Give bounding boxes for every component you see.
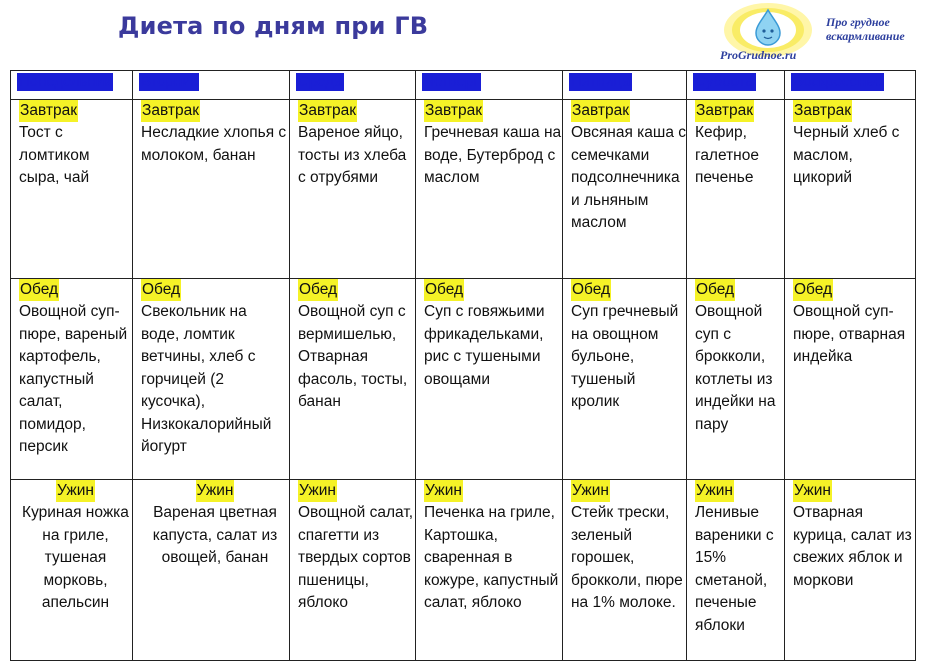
meal-cell: [416, 278, 563, 479]
meal-cell: [563, 278, 687, 479]
meal-text: Печенка на гриле, Картошка, сваренная в кожуре, капустный салат, яблоко: [424, 504, 559, 611]
meal-cell: [563, 479, 687, 660]
meal-label: Ужин: [695, 480, 734, 503]
meal-cell: [11, 99, 133, 278]
meal-label: Обед: [424, 279, 464, 302]
diet-table: [10, 70, 916, 661]
meal-label: Ужин: [56, 480, 95, 503]
meal-label: Завтрак: [141, 100, 200, 123]
meal-text: Овощной суп с брокколи, котлеты из индейки на пару: [695, 303, 776, 433]
day-header: Понедельник: [11, 71, 133, 100]
meal-text: Суп с говяжьими фрикадельками, рис с тушеными овощами: [424, 303, 545, 388]
meal-label: Обед: [141, 279, 181, 302]
day-header: Среда: [290, 71, 416, 100]
meal-text: Овсяная каша с семечками подсолнечника и льняным маслом: [571, 124, 686, 231]
meal-text: Стейк трески, зеленый горошек, брокколи, пюре на 1% молоке.: [571, 504, 683, 611]
meal-cell: [133, 278, 290, 479]
logo-tagline: Про грудное вскармливание: [826, 15, 905, 43]
meal-label: Обед: [571, 279, 611, 302]
meal-cell: [290, 99, 416, 278]
meal-text: Гречневая каша на воде, Бутерброд с маслом: [424, 124, 562, 186]
meal-cell: [785, 479, 916, 660]
meal-label: Обед: [695, 279, 735, 302]
meal-cell: [11, 278, 133, 479]
meal-text: Овощной салат, спагетти из твердых сортов пшеницы, яблоко: [298, 504, 414, 611]
day-header: Четверг: [416, 71, 563, 100]
page-title: Диета по дням при ГВ: [118, 12, 429, 40]
logo-site-name: ProGrudnoe.ru: [720, 48, 797, 62]
meal-label: Завтрак: [298, 100, 357, 123]
meal-cell: [687, 479, 785, 660]
meal-label: Обед: [19, 279, 59, 302]
meal-cell: [416, 99, 563, 278]
meal-label: Ужин: [793, 480, 832, 503]
meal-text: Суп гречневый на овощном бульоне, тушеный кролик: [571, 303, 679, 410]
meal-text: Кефир, галетное печенье: [695, 124, 759, 186]
meal-cell: [687, 99, 785, 278]
meal-text: Овощной суп-пюре, отварная индейка: [793, 303, 906, 365]
meal-cell: [416, 479, 563, 660]
breakfast-row: [11, 99, 916, 278]
lunch-row: [11, 278, 916, 479]
meal-label: Завтрак: [424, 100, 483, 123]
meal-label: Ужин: [196, 480, 235, 503]
meal-cell: [11, 479, 133, 660]
meal-cell: [563, 99, 687, 278]
meal-text: Отварная курица, салат из свежих яблок и моркови: [793, 504, 912, 589]
meal-cell: [687, 278, 785, 479]
meal-cell: [785, 278, 916, 479]
meal-label: Ужин: [571, 480, 610, 503]
meal-text: Несладкие хлопья с молоком, банан: [141, 124, 287, 164]
days-header-row: [11, 71, 916, 100]
dinner-row: [11, 479, 916, 660]
meal-text: Черный хлеб с маслом, цикорий: [793, 124, 900, 186]
meal-label: Завтрак: [695, 100, 754, 123]
meal-cell: [785, 99, 916, 278]
meal-text: Овощной суп с вермишелью, Отварная фасоль, тосты, банан: [298, 303, 408, 410]
site-logo[interactable]: [718, 2, 936, 64]
meal-label: Ужин: [424, 480, 463, 503]
day-header: Воскресенье: [785, 71, 916, 100]
meal-label: Завтрак: [19, 100, 78, 123]
meal-text: Овощной суп-пюре, вареный картофель, капустный салат, помидор, персик: [19, 303, 128, 455]
meal-text: Ленивые вареники с 15% сметаной, печеные яблоки: [695, 504, 774, 634]
meal-label: Обед: [793, 279, 833, 302]
day-header: Суббота: [687, 71, 785, 100]
meal-cell: [290, 278, 416, 479]
meal-label: Ужин: [298, 480, 337, 503]
meal-cell: [133, 479, 290, 660]
meal-label: Завтрак: [571, 100, 630, 123]
meal-label: Завтрак: [793, 100, 852, 123]
meal-text: Вареное яйцо, тосты из хлеба с отрубями: [298, 124, 407, 186]
day-header: Пятница: [563, 71, 687, 100]
meal-cell: [133, 99, 290, 278]
meal-text: Вареная цветная капуста, салат из овощей, банан: [152, 504, 278, 566]
day-header: Вторник: [133, 71, 290, 100]
meal-text: Тост с ломтиком сыра, чай: [19, 124, 90, 186]
meal-text: Свекольник на воде, ломтик ветчины, хлеб с горчицей (2 кусочка), Низкокалорийный йогурт: [141, 303, 272, 455]
meal-cell: [290, 479, 416, 660]
meal-text: Куриная ножка на гриле, тушеная морковь, апельсин: [22, 504, 129, 611]
meal-label: Обед: [298, 279, 338, 302]
